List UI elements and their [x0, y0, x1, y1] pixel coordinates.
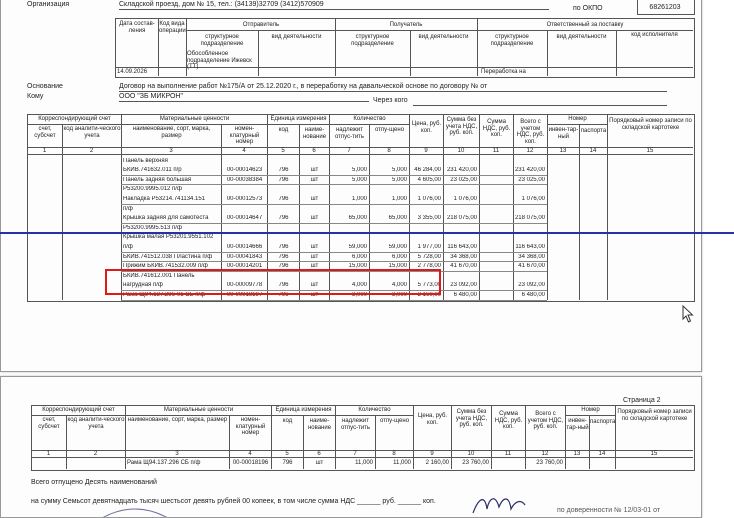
cell-unit: шт: [310, 253, 319, 260]
hdr-mat-num: номен-клатурный номер: [229, 126, 260, 145]
p2-row-num: 00-00018196: [232, 460, 269, 466]
address-line: Складской проезд, дом № 15, тел.: (34139)32709 (3412)570909: [119, 1, 549, 10]
cell-num: 00-00018197: [226, 291, 263, 298]
cell-rel: 59,000: [388, 243, 407, 250]
cell-num: 00-00014647: [226, 215, 263, 222]
cell-num: 00-00014666: [226, 243, 263, 250]
p2-hdr-account: счет, субсчет: [38, 417, 60, 430]
hdr-act-2: вид деятельности: [418, 34, 469, 40]
cell-num: 00-00041843: [226, 253, 263, 260]
cell-code: 796: [278, 243, 289, 250]
power-of-attorney-text: по доверенности № 12/03-01 от: [557, 507, 661, 514]
cell-price: 1 076,00: [417, 195, 441, 202]
p2-hdr-unit-name: наиме-нование: [307, 418, 332, 431]
p2-hdr-unit-code: код: [282, 418, 293, 424]
hdr-quantity: Количество: [353, 116, 386, 122]
amount-line: на сумму Семьсот девятнадцать тысяч шестьсот девять рублей 00 копеек, в том числе сумма НДС ______ руб. ______ коп.: [31, 498, 436, 505]
hdr-order: Порядковый номер записи по складской картотеке: [609, 118, 692, 131]
p2-row-price: 2 160,00: [425, 460, 449, 466]
p2-hdr-total: Всего с учетом НДС, руб. коп.: [527, 411, 564, 430]
blue-rule-line: [0, 232, 734, 234]
hdr-unit-name: наиме-нование: [302, 127, 327, 140]
p2-row-due: 11,000: [355, 460, 373, 466]
cell-num: 00-00009778: [226, 282, 263, 289]
column-number: 9: [430, 451, 434, 457]
org-label: Организация: [27, 1, 70, 8]
hdr-resp: Ответственный за поставку: [546, 22, 624, 28]
column-number: 13: [559, 148, 567, 154]
column-number: 15: [646, 148, 654, 154]
cell-code: 796: [278, 282, 289, 289]
column-number: 8: [387, 148, 391, 154]
cell-rel: 4,000: [391, 282, 407, 289]
cell-price: 4 605,00: [417, 176, 441, 183]
cell-due: 3,000: [351, 291, 367, 298]
p2-row-name: Рама Щ94.137.296 СБ п/ф: [127, 460, 201, 466]
doc-date: 14.09.2026: [117, 69, 148, 75]
cell-rel: 5,000: [391, 167, 407, 174]
column-number: 5: [285, 451, 289, 457]
cell-name: Р53200.9995.012 п/ф: [123, 186, 182, 193]
cell-price: 1 977,00: [417, 243, 441, 250]
column-number: 6: [312, 148, 316, 154]
cell-total: 116 643,00: [515, 243, 545, 250]
hdr-act-3: вид деятельности: [556, 34, 607, 40]
cell-name: БКИВ.741632.011 п/р: [123, 167, 182, 174]
hdr-mat-name: наименование, сорт, марка, размер: [132, 126, 211, 139]
basis-text: Договор на выполнение работ №175/А от 25.12.2020 г., в переработку на давальческой основе по договору № от: [119, 83, 667, 92]
column-number: 9: [424, 148, 428, 154]
p2-hdr-vat: Сумма НДС, руб. коп.: [494, 411, 523, 430]
cell-due: 5,000: [351, 176, 367, 183]
column-number: 12: [526, 148, 534, 154]
cell-unit: шт: [310, 195, 319, 202]
cell-name: Крышка малая Р53201.9551.102: [123, 234, 214, 241]
cell-sum: 6 480,00: [453, 291, 477, 298]
cell-due: 6,000: [351, 253, 367, 260]
cell-total: 23 025,00: [518, 176, 545, 183]
column-number: 3: [169, 148, 173, 154]
cell-unit: шт: [310, 291, 319, 298]
cell-sum: 23 025,00: [450, 176, 477, 183]
hdr-act-1: вид деятельности: [271, 34, 322, 40]
cell-unit: шт: [310, 263, 319, 270]
column-number: 6: [317, 451, 321, 457]
hdr-passport: паспорта: [580, 128, 607, 134]
p2-hdr-corr-account: Корреспондирующий счет: [42, 407, 115, 413]
cell-rel: 3,000: [391, 291, 407, 298]
stamp-mark: [95, 503, 175, 518]
cell-name: БКИВ.741612.001 Панель: [123, 272, 195, 279]
column-number: 11: [504, 451, 512, 457]
cell-rel: 5,000: [391, 176, 407, 183]
okpo-label: по ОКПО: [573, 5, 603, 12]
cell-rel: 15,000: [388, 263, 407, 270]
hdr-vat: Сумма НДС, руб. коп.: [482, 119, 511, 138]
cell-name: Крышка задняя для самотеста: [123, 215, 209, 222]
cell-name: п/ф: [123, 205, 133, 212]
cell-name: Рама Щ94.137.296-01 СБ п/ф: [123, 291, 206, 298]
p2-hdr-price: Цена, руб. коп.: [417, 413, 448, 426]
p2-hdr-quantity: Количество: [358, 407, 391, 413]
cell-code: 796: [278, 291, 289, 298]
p2-hdr-number: Номер: [581, 407, 600, 413]
cell-name: п/ф: [123, 243, 133, 250]
hdr-materials: Материальные ценности: [159, 116, 230, 122]
highlight-box: [105, 269, 441, 295]
column-number: 11: [492, 148, 500, 154]
cell-name: Панель верхняя: [123, 157, 168, 164]
cell-sum: 116 643,00: [447, 243, 477, 250]
cell-code: 796: [278, 167, 289, 174]
cell-unit: шт: [310, 282, 319, 289]
p2-hdr-qty-rel: отпу-щено: [379, 418, 410, 424]
cell-num: 00-00014623: [226, 167, 263, 174]
column-number: 5: [281, 148, 285, 154]
column-number: 12: [541, 451, 549, 457]
cell-unit: шт: [310, 167, 319, 174]
cell-price: 2 160,00: [417, 291, 441, 298]
hdr-code: код исполнителя: [631, 32, 678, 38]
via-label: Через кого: [373, 97, 408, 104]
cell-unit: шт: [310, 243, 319, 250]
hdr-account: счет, субсчет: [34, 126, 56, 139]
hdr-number: Номер: [568, 116, 587, 122]
cell-sum: 34 368,00: [450, 253, 477, 260]
to-label: Кому: [27, 93, 44, 100]
p2-hdr-order: Порядковый номер записи по складской картотеке: [617, 409, 692, 422]
p2-hdr-materials: Материальные ценности: [163, 407, 234, 413]
hdr-inv: инвен-тар-ный: [548, 127, 579, 140]
cell-sum: 231 420,00: [446, 167, 477, 174]
signature-scribble: [471, 491, 527, 517]
cell-rel: 1,000: [391, 195, 407, 202]
p2-hdr-mat-num: номен-клатурный номер: [235, 417, 266, 436]
p2-hdr-qty-due: надлежит отпус-тить: [340, 418, 371, 431]
cell-code: 796: [278, 176, 289, 183]
cell-due: 65,000: [348, 215, 367, 222]
cell-price: 5 728,00: [417, 253, 441, 260]
page-number-label: Страница 2: [623, 397, 661, 404]
column-number: 10: [467, 451, 475, 457]
column-number: 1: [42, 148, 47, 154]
cell-sum: 23 092,00: [450, 282, 477, 289]
hdr-opcode: Код вида операции: [159, 21, 186, 34]
sender-unit: Обособленное подразделение Ижевск (ТТ): [187, 51, 252, 70]
cell-price: 2 778,00: [417, 263, 441, 270]
hdr-unit: Единица измерения: [270, 116, 327, 122]
hdr-analytic: код аналити-ческого учета: [63, 126, 121, 139]
p2-row-unit: шт: [315, 460, 324, 466]
p2-hdr-inv: инвен-тар-ный: [566, 418, 589, 431]
column-number: 10: [457, 148, 465, 154]
cell-name: Р53200.9995.513 п/ф: [123, 224, 182, 231]
column-number: 4: [248, 451, 252, 457]
column-number: 2: [89, 148, 94, 154]
cell-due: 4,000: [351, 282, 367, 289]
mouse-cursor-icon: [682, 305, 694, 323]
cell-code: 796: [278, 215, 289, 222]
cell-name: Накладка Р53214.741134.151: [123, 195, 206, 202]
cell-unit: шт: [310, 176, 319, 183]
cell-total: 1 076,00: [521, 195, 545, 202]
p2-row-sum: 23 760,00: [462, 460, 489, 466]
okpo-code: 68261203: [649, 4, 681, 11]
cell-sum: 218 075,00: [446, 215, 477, 222]
cell-total: 218 075,00: [514, 215, 545, 222]
hdr-struct-1: структурное подразделение: [200, 34, 244, 47]
cell-total: 6 480,00: [521, 291, 545, 298]
p2-hdr-unit: Единица измерения: [275, 407, 332, 413]
p2-hdr-sum: Сумма без учета НДС, руб. коп.: [455, 409, 488, 428]
column-number: 14: [589, 148, 597, 154]
cell-price: 46 284,00: [414, 167, 441, 174]
hdr-sender: Отправитель: [242, 22, 280, 28]
resp-activity: Переработка на: [481, 69, 526, 75]
p2-hdr-mat-name: наименование, сорт, марка, размер: [127, 417, 228, 423]
released-line: Всего отпущено Десять наименований: [31, 479, 157, 486]
column-number: 7: [353, 451, 357, 457]
hdr-date: Дата состав-ления: [119, 21, 155, 34]
cell-num: 00-00038384: [226, 176, 263, 183]
column-number: 8: [392, 451, 396, 457]
cell-price: 5 773,00: [417, 282, 441, 289]
column-number: 13: [573, 451, 581, 457]
hdr-qty-rel: отпу-щено: [374, 127, 405, 133]
cell-due: 15,000: [348, 263, 367, 270]
column-number: 15: [650, 451, 658, 457]
cell-rel: 6,000: [391, 253, 407, 260]
hdr-unit-code: код: [278, 127, 289, 133]
column-number: 2: [93, 451, 98, 457]
document-page-2: [0, 376, 702, 518]
hdr-price: Цена, руб. коп.: [411, 121, 442, 134]
cell-total: 41 670,00: [518, 263, 545, 270]
cell-due: 1,000: [351, 195, 367, 202]
cell-rel: 65,000: [388, 215, 407, 222]
cell-total: 34 368,00: [518, 253, 545, 260]
p2-hdr-passport: паспорта: [590, 419, 616, 425]
cell-code: 796: [278, 253, 289, 260]
p2-row-code: 796: [282, 460, 293, 466]
cell-num: 00-00012573: [226, 195, 263, 202]
hdr-sum: Сумма без учета НДС, руб. коп.: [445, 117, 478, 136]
cell-price: 3 355,00: [417, 215, 441, 222]
basis-label: Основание: [27, 83, 63, 90]
column-number: 3: [175, 451, 179, 457]
cell-name: Прижим БКИВ.741532.009 п/ф: [123, 263, 208, 270]
column-number: 4: [242, 148, 246, 154]
p2-hdr-analytic: код аналити-ческого учета: [67, 417, 125, 430]
hdr-corr-account: Корреспондирующий счет: [38, 116, 111, 122]
cell-num: 00-00014201: [226, 263, 263, 270]
cell-total: 231 420,00: [514, 167, 545, 174]
cell-due: 59,000: [348, 243, 367, 250]
cell-unit: шт: [310, 215, 319, 222]
cell-total: 23 092,00: [518, 282, 545, 289]
cell-code: 796: [278, 263, 289, 270]
cell-name: нагрудная п/ф: [123, 282, 163, 289]
hdr-qty-due: надлежит отпус-тить: [334, 127, 365, 140]
hdr-struct-2: структурное подразделение: [351, 34, 394, 47]
column-number: 1: [46, 451, 51, 457]
hdr-struct-3: структурное подразделение: [490, 34, 534, 47]
hdr-total: Всего с учетом НДС, руб. коп.: [516, 119, 545, 145]
p2-row-rel: 11,000: [393, 460, 411, 466]
cell-due: 5,000: [351, 167, 367, 174]
cell-sum: 41 670,00: [450, 263, 477, 270]
column-number: 14: [598, 451, 606, 457]
cell-sum: 1 076,00: [453, 195, 477, 202]
cell-code: 796: [278, 195, 289, 202]
hdr-receiver: Получатель: [389, 22, 423, 28]
p2-row-total: 23 760,00: [536, 460, 563, 466]
column-number: 7: [347, 148, 351, 154]
cell-name: БКИВ.741512.038 Пластина п/ф: [123, 253, 213, 260]
cell-name: Панель задняя большая: [123, 176, 192, 183]
to-value: ООО "ЗБ МИКРОН": [119, 93, 369, 102]
